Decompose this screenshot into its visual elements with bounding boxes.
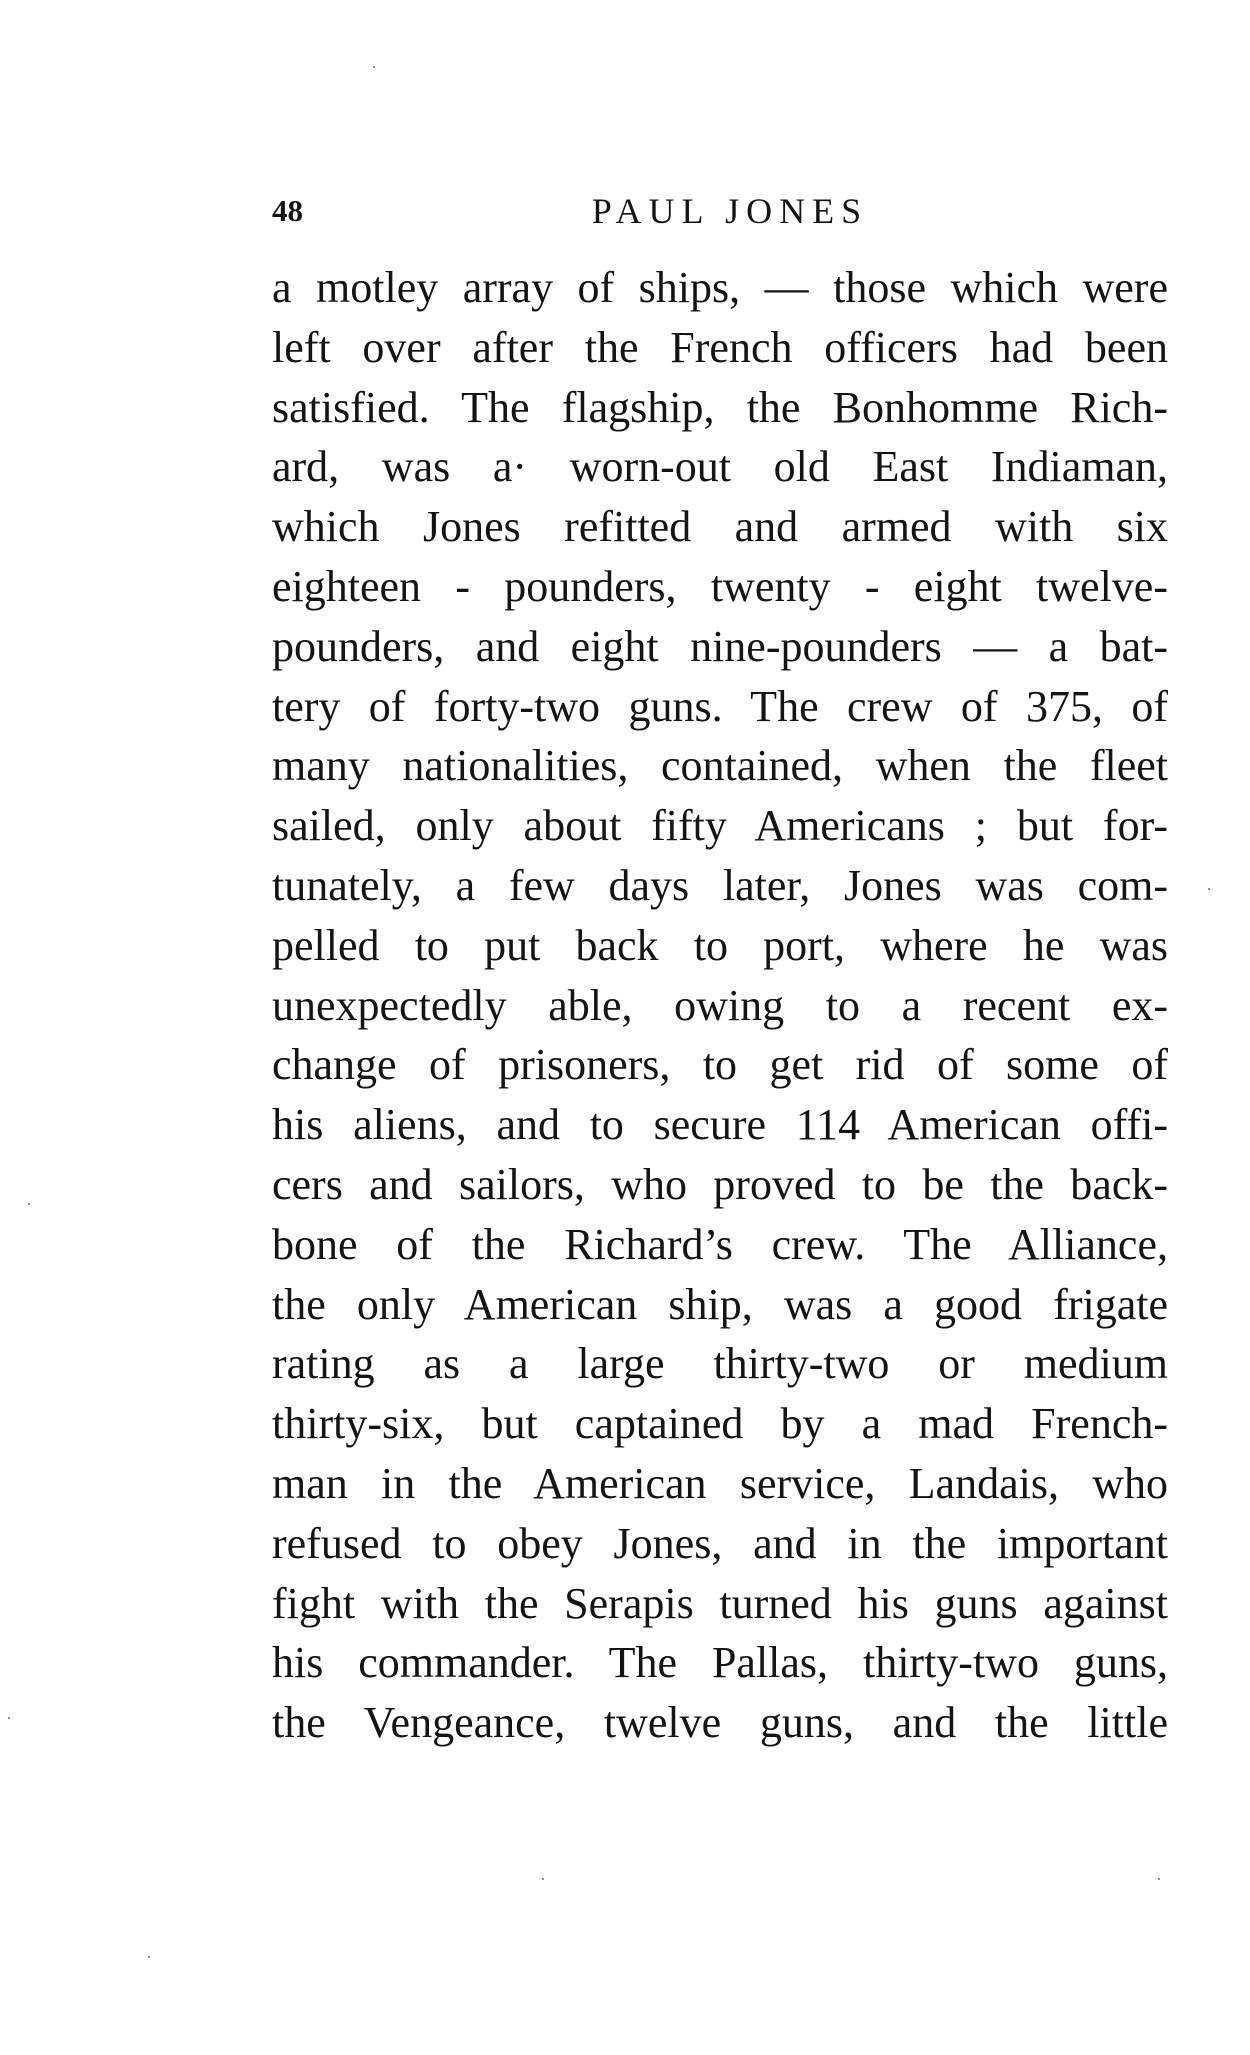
text-line: thirty-six, but captained by a mad French- — [272, 1399, 1168, 1449]
scan-speck — [1158, 1878, 1160, 1880]
text-line: tery of forty-two guns. The crew of 375, of — [272, 681, 1168, 731]
scan-speck — [148, 1956, 150, 1958]
text-line: his aliens, and to secure 114 American offi- — [272, 1100, 1168, 1150]
text-line: a motley array of ships, — those which were — [272, 263, 1168, 312]
scan-speck — [28, 1203, 30, 1205]
text-line: bone of the Richard’s crew. The Alliance, — [272, 1219, 1168, 1269]
text-line: eighteen - pounders, twenty - eight twelve- — [272, 561, 1168, 611]
text-line: sailed, only about fifty Americans ; but for- — [272, 801, 1168, 851]
text-line: rating as a large thirty-two or medium — [272, 1339, 1168, 1389]
scan-speck — [373, 66, 375, 68]
text-line: which Jones refitted and armed with six — [272, 502, 1168, 552]
scan-speck — [1208, 888, 1210, 890]
running-title: PAUL JONES — [591, 191, 869, 231]
text-line: his commander. The Pallas, thirty-two guns, — [272, 1638, 1168, 1688]
text-line: fight with the Serapis turned his guns against — [272, 1578, 1168, 1628]
text-line: left over after the French officers had been — [272, 322, 1168, 372]
text-line: unexpectedly able, owing to a recent ex- — [272, 980, 1168, 1030]
page-number: 48 — [272, 193, 303, 228]
text-line: pelled to put back to port, where he was — [272, 920, 1168, 970]
text-line: ard, was a· worn-out old East Indiaman, — [272, 442, 1168, 492]
text-line: refused to obey Jones, and in the important — [272, 1518, 1168, 1568]
text-line: pounders, and eight nine-pounders — a bat- — [272, 621, 1168, 671]
text-line: man in the American service, Landais, who — [272, 1458, 1168, 1508]
text-line: cers and sailors, who proved to be the back- — [272, 1159, 1168, 1209]
text-line: many nationalities, contained, when the fleet — [272, 741, 1168, 791]
text-line: the only American ship, was a good frigate — [272, 1279, 1168, 1329]
body-text — [272, 258, 1168, 1753]
text-line: satisfied. The flagship, the Bonhomme Rich- — [272, 382, 1168, 432]
text-line: change of prisoners, to get rid of some of — [272, 1040, 1168, 1090]
text-line: tunately, a few days later, Jones was com- — [272, 860, 1168, 910]
page-header — [272, 185, 1168, 237]
text-line: the Vengeance, twelve guns, and the little — [272, 1698, 1168, 1748]
scan-speck — [542, 1878, 544, 1880]
scan-speck — [8, 1717, 10, 1719]
